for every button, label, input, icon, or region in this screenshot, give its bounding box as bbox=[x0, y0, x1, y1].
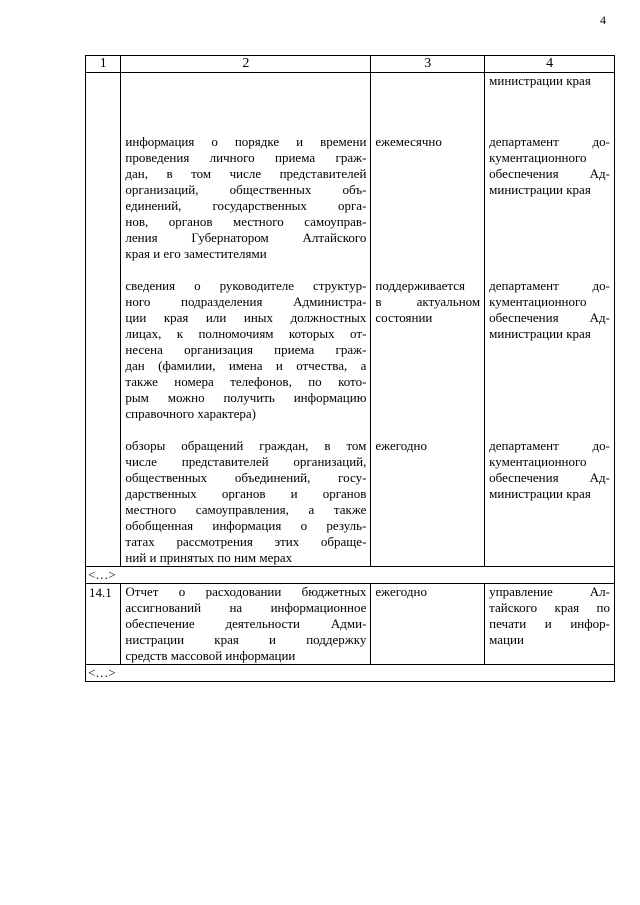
text-line: состоянии bbox=[375, 310, 433, 325]
text-line: обеспечения Ад- bbox=[489, 166, 610, 181]
text-line: министрации края bbox=[489, 182, 591, 197]
text-line: ции края или иных должностных bbox=[125, 310, 367, 325]
text-line: обобщенная информация о резуль- bbox=[125, 518, 367, 533]
row-number-cell: 14.1 bbox=[86, 584, 121, 665]
text-line: ного подразделения Администра- bbox=[125, 294, 367, 309]
text-line: информация о порядке и времени bbox=[125, 134, 367, 149]
text-line: обеспечения Ад- bbox=[489, 310, 610, 325]
table-header-row bbox=[86, 56, 615, 73]
item-3-responsible bbox=[489, 438, 610, 502]
text-line: департамент до- bbox=[489, 438, 610, 453]
text-line: управление Ал- bbox=[489, 584, 610, 599]
text-line: обзоры обращений граждан, в том bbox=[125, 438, 367, 453]
description-cell bbox=[121, 73, 371, 567]
text-line: ежегодно bbox=[375, 438, 427, 453]
text-line: нов, органов местного самоуправ- bbox=[125, 214, 367, 229]
item-1-description bbox=[125, 134, 366, 262]
text-line: проведения личного приема граж- bbox=[125, 150, 367, 165]
description-cell bbox=[121, 584, 371, 665]
item-1-period bbox=[375, 134, 480, 262]
table-row bbox=[86, 584, 615, 665]
omission-row bbox=[86, 665, 615, 682]
text-line: дарственных органов и органов bbox=[125, 486, 367, 501]
item-3-description bbox=[125, 438, 366, 566]
text-line: в актуальном bbox=[375, 294, 481, 309]
document-table bbox=[85, 55, 615, 682]
item-2-period bbox=[375, 278, 480, 422]
omission-marker: <…> bbox=[86, 567, 615, 584]
text-line: мации bbox=[489, 632, 524, 647]
text-line: татах рассмотрения этих обраще- bbox=[125, 534, 367, 549]
header-col-1: 1 bbox=[86, 56, 121, 73]
text-line: тайского края по bbox=[489, 600, 610, 615]
text-line: лицах, к полномочиям которых от- bbox=[125, 326, 367, 341]
text-line: дан (фамилии, имена и отчества, а bbox=[125, 358, 367, 373]
text-line: дан, в том числе представителей bbox=[125, 166, 367, 181]
text-line: общественных объединений, госу- bbox=[125, 470, 367, 485]
text-line: ежемесячно bbox=[375, 134, 442, 149]
text-line: справочного характера) bbox=[125, 406, 256, 421]
row-14-1-description bbox=[125, 584, 366, 664]
text-line: ления Губернатором Алтайского bbox=[125, 230, 367, 245]
text-line: кументационного bbox=[489, 454, 587, 469]
page-number: 4 bbox=[600, 13, 606, 27]
responsible-cell bbox=[485, 584, 615, 665]
text-line: числе представителей организаций, bbox=[125, 454, 367, 469]
item-2-description bbox=[125, 278, 366, 422]
text-line: организаций, общественных объ- bbox=[125, 182, 367, 197]
text-line: нистрации края и поддержку bbox=[125, 632, 367, 647]
text-line: поддерживается bbox=[375, 278, 466, 293]
text-line: печати и инфор- bbox=[489, 616, 610, 631]
item-3-period bbox=[375, 438, 480, 454]
table-row bbox=[86, 73, 615, 567]
omission-row bbox=[86, 567, 615, 584]
header-col-4: 4 bbox=[485, 56, 615, 73]
row-14-1-period bbox=[375, 584, 480, 600]
row-number-cell bbox=[86, 73, 121, 567]
text-line: ний и принятых по ним мерах bbox=[125, 550, 293, 565]
text-line: края и его заместителями bbox=[125, 246, 267, 261]
text-line: министрации края bbox=[489, 326, 591, 341]
item-2-responsible bbox=[489, 278, 610, 422]
text-line: единений, государственных орга- bbox=[125, 198, 367, 213]
text-line: министрации края bbox=[489, 486, 591, 501]
responsible-continued: министрации края bbox=[489, 73, 591, 88]
period-cell bbox=[371, 584, 485, 665]
text-line: кументационного bbox=[489, 150, 587, 165]
text-line: ассигнований на информационное bbox=[125, 600, 367, 615]
header-col-3: 3 bbox=[371, 56, 485, 73]
text-line: несена организация приема граж- bbox=[125, 342, 367, 357]
text-line: также номера телефонов, по кото- bbox=[125, 374, 367, 389]
header-col-2: 2 bbox=[121, 56, 371, 73]
text-line: обеспечения Ад- bbox=[489, 470, 610, 485]
text-line: рым можно получить информацию bbox=[125, 390, 367, 405]
period-cell bbox=[371, 73, 485, 567]
responsible-cell bbox=[485, 73, 615, 567]
text-line: департамент до- bbox=[489, 278, 610, 293]
text-line: местного самоуправления, а также bbox=[125, 502, 367, 517]
text-line: ежегодно bbox=[375, 584, 427, 599]
omission-marker: <…> bbox=[86, 665, 615, 682]
text-line: департамент до- bbox=[489, 134, 610, 149]
text-line: сведения о руководителе структур- bbox=[125, 278, 367, 293]
text-line: средств массовой информации bbox=[125, 648, 296, 663]
row-14-1-responsible bbox=[489, 584, 610, 648]
item-1-responsible bbox=[489, 134, 610, 262]
text-line: кументационного bbox=[489, 294, 587, 309]
text-line: обеспечение деятельности Адми- bbox=[125, 616, 367, 631]
text-line: Отчет о расходовании бюджетных bbox=[125, 584, 367, 599]
